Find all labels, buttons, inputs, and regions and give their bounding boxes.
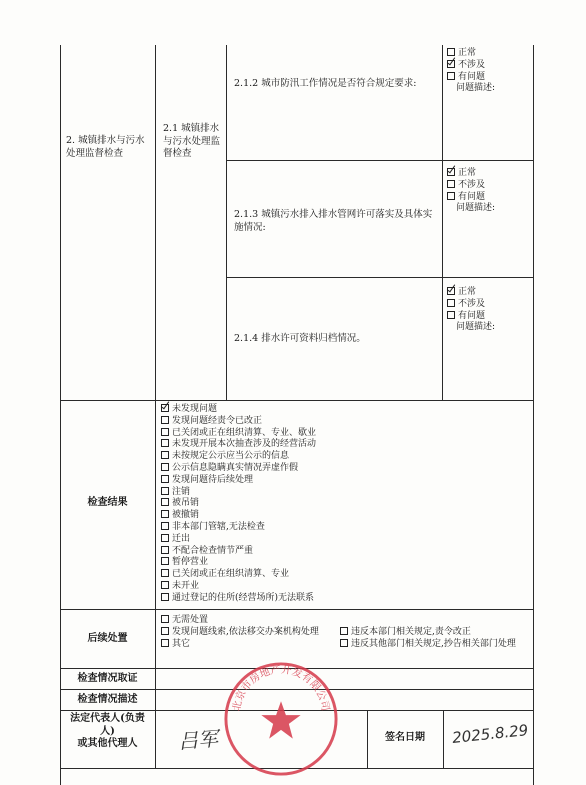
checkbox-icon[interactable] [161, 627, 169, 635]
item-2-1-4-text: 2.1.4 排水许可资料归档情况。 [234, 333, 366, 344]
svg-text:北京市房地产开发有限公司: 北京市房地产开发有限公司 [230, 663, 332, 713]
checkbox-checked-icon[interactable] [447, 287, 455, 295]
legal-representative-label: 法定代表人(负责 人) 或其他代理人 [70, 713, 145, 749]
item-2-1-2-options [447, 48, 531, 95]
option-has-problem[interactable]: 有问题 [447, 311, 531, 323]
result-label: 检查结果 [87, 497, 128, 508]
checkbox-icon[interactable] [161, 534, 169, 542]
option-not-applicable[interactable]: 不涉及 [447, 299, 531, 311]
checkbox-icon[interactable] [161, 416, 169, 424]
problem-description-label: 问题描述: [456, 83, 496, 94]
result-option[interactable] [161, 463, 531, 475]
checkbox-icon[interactable] [161, 639, 169, 647]
result-option-label: 通过登记的住所(经营场所)无法联系 [172, 592, 315, 603]
result-option[interactable] [161, 451, 531, 463]
checkbox-icon[interactable] [161, 475, 169, 483]
result-option-label: 被撤销 [172, 510, 200, 521]
item-2-1-3-text: 2.1.3 城镇污水排入排水管网许可落实及具体实施情况: [234, 209, 433, 233]
result-option[interactable] [161, 510, 531, 522]
option-normal[interactable]: 正常 [447, 48, 531, 60]
result-option-label: 被吊销 [172, 498, 200, 509]
checkbox-icon[interactable] [161, 557, 169, 565]
followup-label: 后续处置 [87, 633, 128, 644]
checkbox-icon[interactable] [161, 593, 169, 601]
grid-line [443, 710, 444, 768]
subsection-title: 2.1 城镇排水与污水处理监督检查 [163, 123, 221, 160]
result-option[interactable] [161, 534, 531, 546]
checkbox-icon[interactable] [161, 498, 169, 506]
checkbox-checked-icon[interactable] [447, 60, 455, 68]
result-option[interactable] [161, 557, 531, 569]
result-options [161, 404, 531, 605]
checkbox-icon[interactable] [161, 463, 169, 471]
grid-line [155, 400, 156, 768]
grid-line [60, 609, 534, 610]
problem-description-label: 问题描述: [456, 203, 496, 214]
evidence-label: 检查情况取证 [77, 673, 138, 684]
result-option-label: 不配合检查情节严重 [172, 545, 254, 556]
checkbox-icon[interactable] [161, 569, 169, 577]
followup-left-options [161, 615, 331, 650]
checkbox-icon[interactable] [161, 615, 169, 623]
result-option-label: 未开业 [172, 580, 200, 591]
result-option[interactable] [161, 428, 531, 440]
checkbox-icon[interactable] [161, 546, 169, 554]
checkbox-icon[interactable] [161, 487, 169, 495]
checkbox-icon[interactable] [340, 639, 348, 647]
checkbox-checked-icon[interactable] [161, 404, 169, 412]
result-option[interactable] [161, 416, 531, 428]
followup-option-notify-other-dept[interactable]: 违反其他部门相关规定,抄告相关部门处理 [340, 639, 530, 651]
result-option[interactable] [161, 546, 531, 558]
result-option-label: 未按规定公示应当公示的信息 [172, 451, 290, 462]
followup-option-transfer[interactable]: 发现问题线索,依法移交办案机构处理 [161, 627, 331, 639]
result-option[interactable] [161, 498, 531, 510]
result-option-label: 已关闭或正在组织清算、专业 [172, 569, 290, 580]
grid-line [226, 45, 227, 400]
followup-option-no-action[interactable]: 无需处置 [161, 615, 331, 627]
result-option-label: 注销 [172, 486, 191, 497]
sign-date-value: 2025.8.29 [451, 721, 530, 747]
result-option[interactable] [161, 439, 531, 451]
description-label: 检查情况描述 [77, 694, 138, 705]
result-option[interactable] [161, 404, 531, 416]
result-option[interactable] [161, 581, 531, 593]
checkbox-icon[interactable] [161, 439, 169, 447]
section-title: 2. 城镇排水与污水处理监督检查 [66, 135, 145, 159]
result-option[interactable] [161, 475, 531, 487]
grid-line [60, 400, 534, 401]
grid-line [155, 45, 156, 400]
option-has-problem[interactable]: 有问题 [447, 72, 531, 84]
signature-handwritten: 吕军 [177, 726, 220, 754]
form-border-right [533, 45, 534, 785]
item-2-1-2-text: 2.1.2 城市防汛工作情况是否符合规定要求: [234, 78, 417, 89]
checkbox-icon[interactable] [447, 299, 455, 307]
option-not-applicable[interactable]: 不涉及 [447, 60, 531, 72]
checkbox-icon[interactable] [447, 311, 455, 319]
result-option[interactable] [161, 487, 531, 499]
checkbox-icon[interactable] [447, 192, 455, 200]
result-option[interactable] [161, 522, 531, 534]
checkbox-icon[interactable] [161, 428, 169, 436]
checkbox-icon[interactable] [447, 180, 455, 188]
result-option-label: 非本部门管辖,无法检查 [172, 521, 265, 532]
checkbox-icon[interactable] [161, 510, 169, 518]
option-has-problem[interactable]: 有问题 [447, 192, 531, 204]
grid-line [226, 277, 534, 278]
checkbox-checked-icon[interactable] [447, 168, 455, 176]
result-option-label: 未发现开展本次抽查涉及的经营活动 [172, 439, 317, 450]
option-normal[interactable]: 正常 [447, 287, 531, 299]
result-option-label: 公示信息隐瞒真实情况弄虚作假 [172, 462, 299, 473]
result-option-label: 迁出 [172, 533, 191, 544]
result-option-label: 暂停营业 [172, 557, 209, 568]
problem-description-label: 问题描述: [456, 322, 496, 333]
checkbox-icon[interactable] [161, 451, 169, 459]
checkbox-icon[interactable] [161, 581, 169, 589]
result-option-label: 未发现问题 [172, 404, 218, 414]
option-normal[interactable]: 正常 [447, 168, 531, 180]
followup-option-order-correction[interactable]: 违反本部门相关规定,责令改正 [340, 627, 530, 639]
option-not-applicable[interactable]: 不涉及 [447, 180, 531, 192]
result-option[interactable] [161, 569, 531, 581]
checkbox-icon[interactable] [161, 522, 169, 530]
item-2-1-4-options [447, 287, 531, 334]
grid-line [226, 160, 534, 161]
result-option-label: 发现问题待后续处理 [172, 474, 254, 485]
checkbox-icon[interactable] [447, 72, 455, 80]
followup-option-other[interactable]: 其它 [161, 639, 331, 651]
checkbox-icon[interactable] [340, 627, 348, 635]
followup-right-options [340, 627, 530, 651]
grid-line [442, 45, 443, 400]
sign-date-label: 签名日期 [385, 732, 425, 743]
result-option-label: 已关闭或正在组织清算、专业、歇业 [172, 427, 317, 438]
item-2-1-3-options [447, 168, 531, 215]
result-option[interactable] [161, 593, 531, 605]
company-seal-stamp [222, 660, 340, 778]
result-option-label: 发现问题经责令已改正 [172, 415, 263, 426]
